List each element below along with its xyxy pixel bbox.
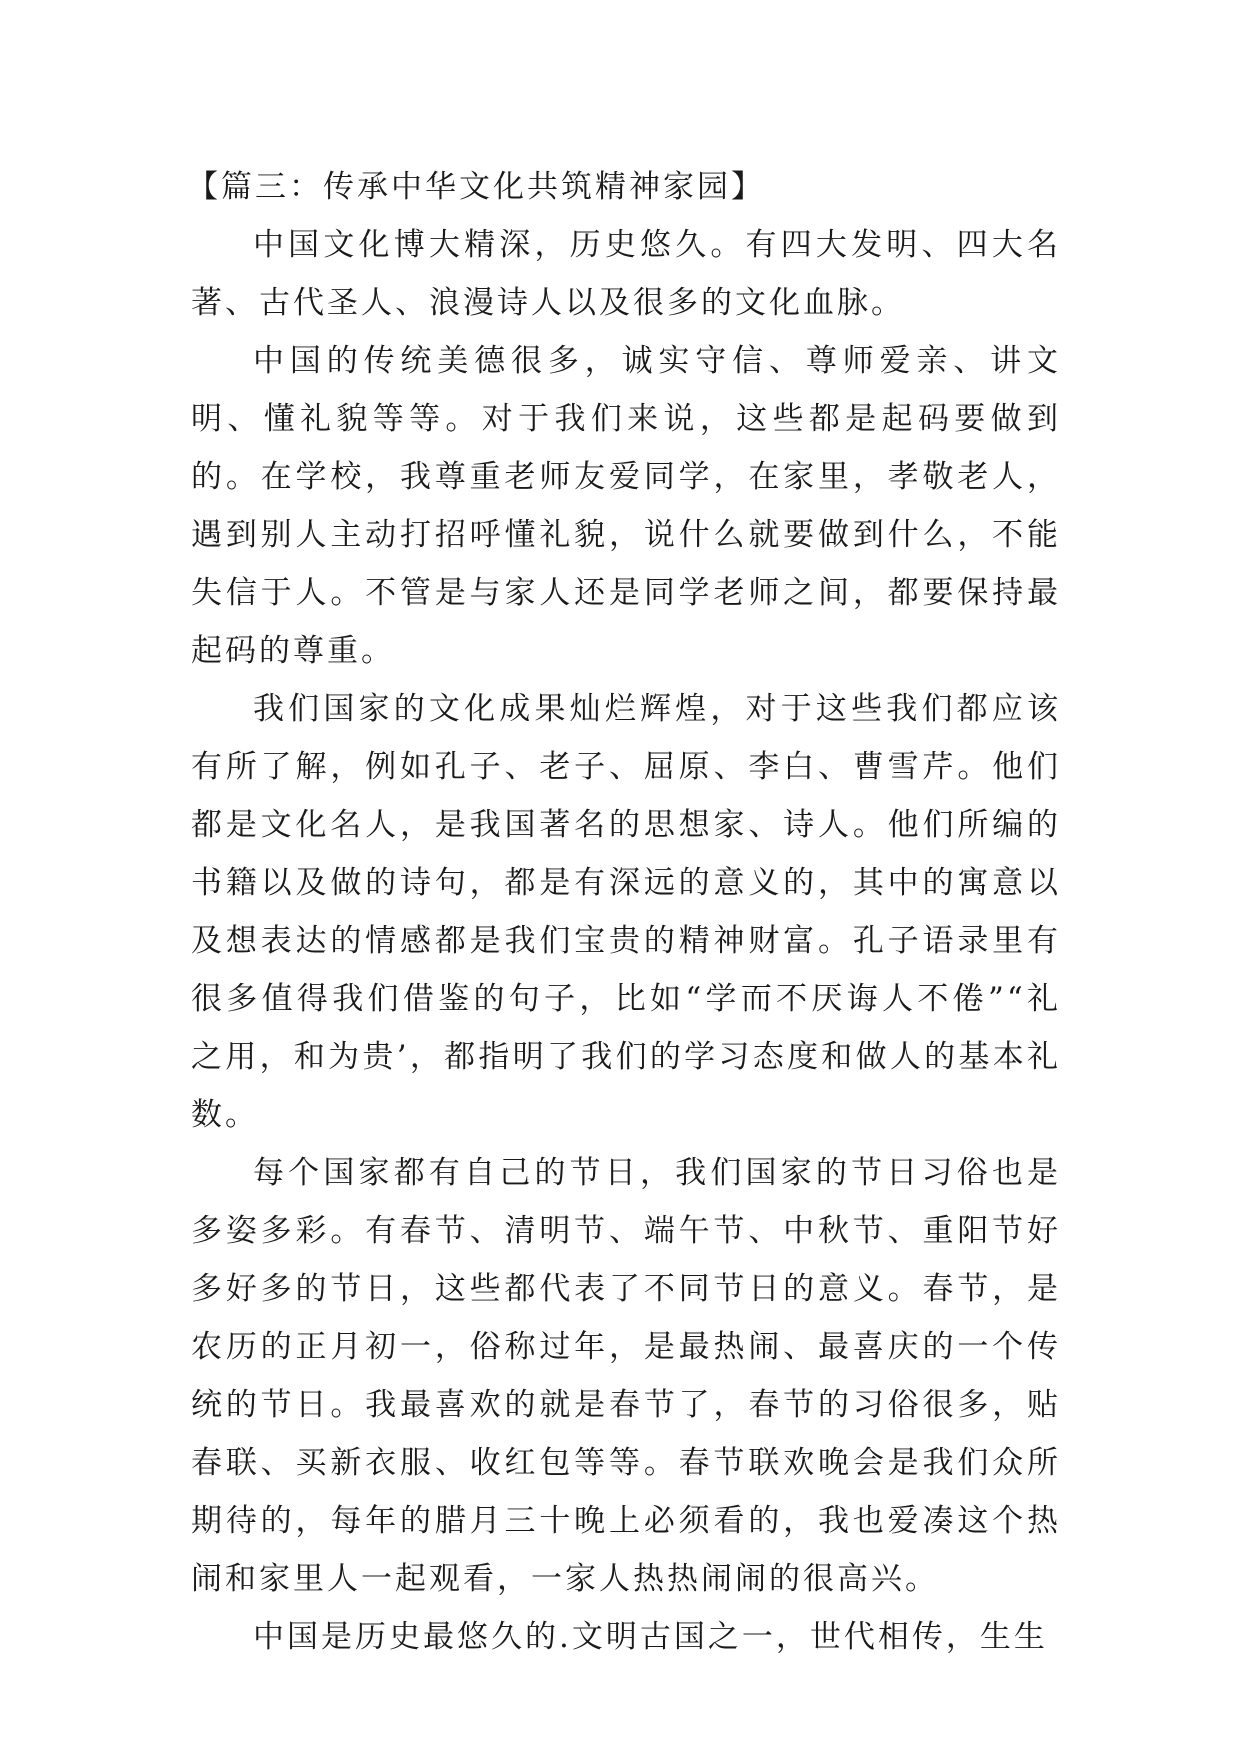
document-title: 【篇三：传承中华文化共筑精神家园】	[187, 169, 765, 205]
paragraph-5: 中国是历史最悠久的.文明古国之一，世代相传，生生	[253, 1619, 1048, 1655]
document-body	[187, 158, 1061, 1666]
paragraph-2: 中国的传统美德很多，诚实守信、尊师爱亲、讲文明、懂礼貌等等。对于我们来说，这些都是起码要做到的。在学校，我尊重老师友爱同学，在家里，孝敬老人，遇到别人主动打招呼懂礼貌，说什么就要做到什么，不能失信于人。不管是与家人还是同学老师之间，都要保持最起码的尊重。	[191, 343, 1061, 669]
paragraph-1: 中国文化博大精深，历史悠久。有四大发明、四大名著、古代圣人、浪漫诗人以及很多的文化血脉。	[191, 227, 1061, 321]
paragraph-4: 每个国家都有自己的节日，我们国家的节日习俗也是多姿多彩。有春节、清明节、端午节、中秋节、重阳节好多好多的节日，这些都代表了不同节日的意义。春节，是农历的正月初一，俗称过年，是最热闹、最喜庆的一个传统的节日。我最喜欢的就是春节了，春节的习俗很多，贴春联、买新衣服、收红包等等。春节联欢晚会是我们众所期待的，每年的腊月三十晚上必须看的，我也爱凑这个热闹和家里人一起观看，一家人热热闹闹的很高兴。	[191, 1155, 1061, 1597]
paragraph-3: 我们国家的文化成果灿烂辉煌，对于这些我们都应该有所了解，例如孔子、老子、屈原、李白、曹雪芹。他们都是文化名人，是我国著名的思想家、诗人。他们所编的书籍以及做的诗句，都是有深远的意义的，其中的寓意以及想表达的情感都是我们宝贵的精神财富。孔子语录里有很多值得我们借鉴的句子，比如“学而不厌诲人不倦”“礼之用，和为贵’，都指明了我们的学习态度和做人的基本礼数。	[191, 691, 1061, 1133]
